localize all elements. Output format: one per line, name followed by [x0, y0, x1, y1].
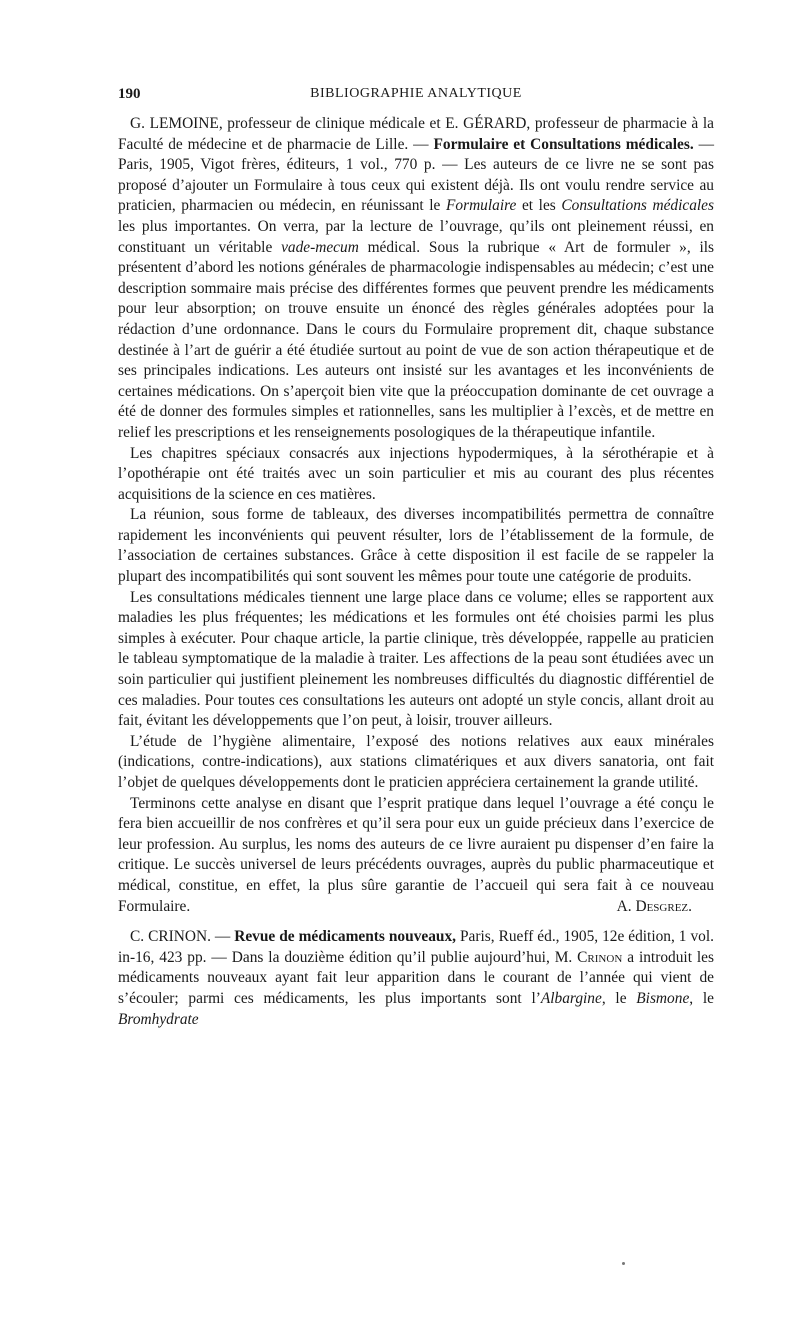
- review-1-paragraph-3: La réunion, sous forme de tableaux, des diverses incompatibilités permettra de connaître rapidement les inconvénients qui peuvent résulter, lors de l’établissement de la formule, de l’association de certaines substances. Grâce à cette disposition il est facile de se rappeler la plupart des incompatibilités qui sont souvent les mêmes pour toute une catégorie de produits.: [118, 506, 714, 586]
- review-1-title: Formulaire et Consultations médicales.: [433, 135, 694, 153]
- running-title: BIBLIOGRAPHIE ANALYTIQUE: [310, 86, 522, 101]
- review-1-paragraph-4: Les consultations médicales tiennent une large place dans ce volume; elles se rapportent aux maladies les plus fréquentes; les médications et les formules ont été choisies parmi les plus simples à exécuter. Pour chaque article, la partie clinique, très développée, rappelle au praticien le tableau symptomatique de la maladie à traiter. Les affections de la peau sont étudiées avec un soin particulier qui justifient pleinement les nombreuses difficultés du diagnostic différentiel de ces maladies. Pour toutes ces consultations les auteurs ont adopté un style concis, allant droit au fait, évitant les développements que l’on peut, à loisir, trouver ailleurs.: [118, 588, 714, 730]
- review-1-paragraph-5: L’étude de l’hygiène alimentaire, l’exposé des notions relatives aux eaux minérales (indications, contre-indications), aux stations climatériques et aux divers sanatoria, ont fait l’objet de quelques développements dont le praticien appréciera certainement la grande utilité.: [118, 732, 714, 791]
- document-page: [118, 80, 714, 1030]
- page-header: [118, 80, 714, 104]
- review-2-title: Revue de médicaments nouveaux,: [234, 928, 457, 946]
- reviewer-signature: A. Desgrez.: [616, 897, 692, 915]
- review-1-paragraph-1: G. LEMOINE, professeur de clinique médicale et E. GÉRARD, professeur de pharmacie à la Faculté de médecine et de pharmacie de Lille. — Formulaire et Consultations médicales. — Paris, 1905, Vigot frères, éditeurs, 1 vol., 770 p. — Les auteurs de ce livre ne se sont pas proposé d’ajouter un Formulaire à tous ceux qui existent déjà. Ils ont voulu rendre service au praticien, pharmacien ou médecin, en réunissant le Formulaire et les Consultations médicales les plus importantes. On verra, par la lecture de l’ouvrage, qu’ils ont pleinement réussi, en constituant un véritable vade-mecum médical. Sous la rubrique « Art de formuler », ils présentent d’abord les notions générales de pharmacologie indispensables au médecin; c’est une description sommaire mais précise des différentes formes que peuvent prendre les médicaments pour leur absorption; on trouve ensuite un énoncé des règles générales adoptées pour la rédaction d’une ordonnance. Dans le cours du Formulaire proprement dit, chaque substance destinée à l’art de guérir a été étudiée surtout au point de vue de son action thérapeutique et de ses principales indications. Les auteurs ont insisté sur les avantages et les inconvénients de certaines médications. On s’aperçoit bien vite que la préoccupation dominante de cet ouvrage a été de donner des formules simples et rationnelles, sans les multiplier à l’excès, et de mettre en relief les prescriptions et les renseignements posologiques de la thérapeutique infantile.: [118, 115, 715, 441]
- review-2-paragraph-1: C. CRINON. — Revue de médicaments nouveaux, Paris, Rueff éd., 1905, 12e édition, 1 vol. in-16, 423 pp. — Dans la douzième édition qu’il publie aujourd’hui, M. Crinon a introduit les médicaments nouveaux ayant fait leur apparition dans le courant de l’année qui vient de s’écouler; parmi ces médicaments, les plus importants sont l’Albargine, le Bismone, le Bromhydrate: [118, 928, 714, 1028]
- page-number: 190: [118, 86, 141, 102]
- review-1-paragraph-2: Les chapitres spéciaux consacrés aux injections hypodermiques, à la sérothérapie et à l’opothérapie ont été traités avec un soin particulier et mis au courant des plus récentes acquisitions de la science en ces matières.: [118, 444, 714, 503]
- scan-speck: [622, 1262, 625, 1265]
- review-1-paragraph-6: Terminons cette analyse en disant que l’esprit pratique dans lequel l’ouvrage a été conçu le fera bien accueillir de nos confrères et qu’il sera pour eux un guide précieux dans l’exercice de leur profession. Au surplus, les noms des auteurs de ce livre auraient pu dispenser d’en faire la critique. Le succès universel de leurs précédents ouvrages, auprès du public pharmaceutique et médical, constitue, en effet, la plus sûre garantie de l’accueil qui sera fait à ce nouveau Formulaire. A. Desgrez.: [118, 794, 714, 918]
- article-body: [118, 114, 714, 1030]
